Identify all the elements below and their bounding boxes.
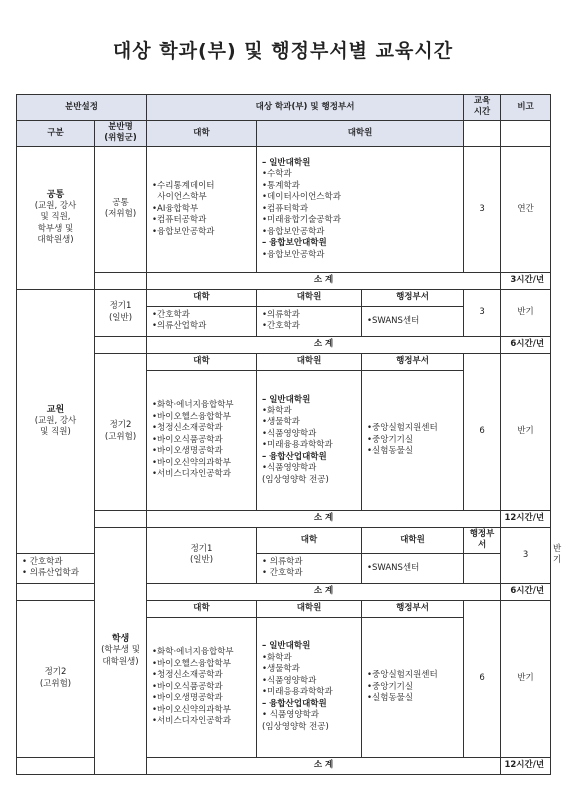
hours-value: 3 <box>464 289 501 336</box>
college-list <box>17 553 95 583</box>
subtotal-value: 3시간/년 <box>501 272 551 289</box>
class-name: 공통 (저위험) <box>95 146 147 272</box>
list-item: •화학과 <box>262 405 292 416</box>
category-desc: (교원, 강사 및 직원) <box>34 415 77 438</box>
list-item: •화학과 <box>262 652 292 663</box>
grad-ind-title: – 융합산업대학원 <box>262 698 327 709</box>
grad-list <box>257 370 362 510</box>
hours-value: 3 <box>464 146 501 272</box>
header-class-name: 분반명 (위험군) <box>95 120 147 146</box>
grad-general-title: – 일반대학원 <box>262 394 311 405</box>
list-item: •바이오식품공학과 <box>152 681 223 692</box>
list-item: •실험동물실 <box>367 693 414 704</box>
subtotal-label: 소 계 <box>147 336 501 353</box>
grad-conv-title: – 융합보안대학원 <box>262 238 327 249</box>
grad-list <box>257 306 362 336</box>
list-item: • 간호학과 <box>22 556 63 567</box>
education-hours-table: 분반설정 대상 학과(부) 및 행정부서 교육 시간 비고 구분 분반명 (위험군) 대학 대학원 공통 (교원, 강사 및 직원, 학부생 및 대학원생) 공통 (저위험) •수리통계데이터 사이언스학부 •AI융합학부 •컴퓨터공학과 •융합보안공학과 – 일반대학원 •수학과 •통계학과 •데이터사이언스학과 •컴퓨터학과 •미래융합기술공학과 •융합보안공학과 – 융합보안대학원 •융합보안공학과 3 연간 소 계 3시간/년 교원 (교원, 강사 및 직원) 정기1 (일반) 대학 대학원 행정부서 3 반기 •간호학과 •의류산업학과 •의류학과 •간호학과 •SWANS센터 소 계 6시간/년 정기2 (고위험) 대학 대학원 행정부서 6 반기 •화학·에너지융합학부 •바이오헬스융합학부 •청정신소재공학과 •바이오식품공학과 •바이오생명공학과 •바이오신약의과학부 •서비스디자인공학과 – 일반대학원 •화학과 •생물학과 •식품영양학과 •미래융용과학학과 – 융합산업대학원 •식품영양학과 (임상영양학 전공) •중앙실험지원센터 •중앙기기실 •실험동물실 소 계 12시간/년 학생 (학부생 및 대학원생) 정기1 (일반) 대학 대학원 행정부서 3 반기 • 간호학과 • 의류산업학과 • 의류학과 • 간호학과 •SWANS센터 소 계 6시간/년 정기2 (고위험) 대학 대학원 행정부서 6 반기 •화학·에너지융합학부 •바이오헬스융합학부 •청정신소재공학과 •바이오식품공학과 •바이오생명공학과 •바이오신약의과학부 •서비스디자인공학과 – 일반대학원 •화학과 •생물학과 •식품영양학과 •미래응용과학학과 – 융합산업대학원 • 식품영양학과 (임상영양학 전공) •중앙실험지원센터 •중앙기기실 •실험동물실 소 계 12시간/년 <box>16 94 551 775</box>
header-college: 대학 <box>147 120 257 146</box>
list-item: •AI융합학부 <box>152 203 199 214</box>
class-name: 정기2 (고위험) <box>17 600 95 757</box>
class-name: 정기1 (일반) <box>147 527 257 583</box>
note-value: 연간 <box>501 146 551 272</box>
subtotal-label: 소 계 <box>147 510 501 527</box>
hours-value: 3 <box>501 527 551 583</box>
col-grad: 대학원 <box>257 600 362 617</box>
college-list <box>147 370 257 510</box>
list-item: •중앙기기실 <box>367 681 414 692</box>
col-college: 대학 <box>147 600 257 617</box>
list-item: •간호학과 <box>152 309 190 320</box>
grad-list <box>257 553 362 583</box>
list-item: •서비스디자인공학과 <box>152 715 231 726</box>
list-item: •바이오신약의과학부 <box>152 704 231 715</box>
college-list <box>147 146 257 272</box>
class-name: 정기2 (고위험) <box>95 353 147 510</box>
list-item: •의류학과 <box>262 309 300 320</box>
list-item: •융합보안공학과 <box>152 226 215 237</box>
list-item: •융합보안공학과 <box>262 226 325 237</box>
class-name: 정기1 (일반) <box>95 289 147 336</box>
grad-list <box>257 146 464 272</box>
list-item: • 식품영양학과 <box>262 710 319 721</box>
subtotal-value: 6시간/년 <box>501 583 551 600</box>
note-value: 반기 <box>501 353 551 510</box>
category-student <box>95 527 147 774</box>
col-college: 대학 <box>147 289 257 306</box>
list-item: •식품영양학과 <box>262 428 317 439</box>
admin-list <box>362 617 464 757</box>
header-grad: 대학원 <box>257 120 464 146</box>
header-group-setting: 분반설정 <box>17 95 147 121</box>
list-item: •바이오신약의과학부 <box>152 457 231 468</box>
header-category: 구분 <box>17 120 95 146</box>
subtotal-value: 12시간/년 <box>501 510 551 527</box>
list-item: •청정신소재공학과 <box>152 423 223 434</box>
hours-value: 6 <box>464 353 501 510</box>
subtotal-value: 12시간/년 <box>501 757 551 774</box>
subtotal-label: 소 계 <box>147 583 501 600</box>
list-item: •식품영양학과 <box>262 675 317 686</box>
list-item: •데이터사이언스학과 <box>262 192 341 203</box>
list-item: •융합보안공학과 <box>262 249 325 260</box>
category-faculty <box>17 289 95 553</box>
col-admin: 행정부서 <box>362 600 464 617</box>
admin-list: •SWANS센터 <box>362 553 464 583</box>
category-title: 학생 <box>111 634 130 645</box>
col-grad: 대학원 <box>362 527 464 553</box>
category-desc: (교원, 강사 및 직원, 학부생 및 대학원생) <box>34 201 77 246</box>
list-item: •중앙실험지원센터 <box>367 670 438 681</box>
list-item: •수리통계데이터 사이언스학부 <box>152 180 215 203</box>
list-item: •간호학과 <box>262 321 300 332</box>
category-title: 교원 <box>46 404 65 415</box>
subtotal-label: 소 계 <box>147 272 501 289</box>
list-item: • 의류산업학과 <box>22 568 79 579</box>
subtotal-value: 6시간/년 <box>501 336 551 353</box>
list-item: •미래융합기술공학과 <box>262 215 341 226</box>
header-note: 비고 <box>501 95 551 121</box>
hours-value: 6 <box>464 600 501 757</box>
grad-general-title: – 일반대학원 <box>262 641 311 652</box>
college-list <box>147 306 257 336</box>
list-item: •미래융용과학학과 <box>262 440 333 451</box>
list-item: •의류산업학과 <box>152 321 207 332</box>
col-admin: 행정부서 <box>362 353 464 370</box>
list-item: •미래응용과학학과 <box>262 687 333 698</box>
grad-list <box>257 617 362 757</box>
list-item: • 의류학과 <box>262 556 303 567</box>
list-item: •화학·에너지융합학부 <box>152 647 234 658</box>
college-list <box>147 617 257 757</box>
list-item: (임상영양학 전공) <box>262 721 329 732</box>
col-grad: 대학원 <box>257 353 362 370</box>
col-college: 대학 <box>147 353 257 370</box>
page-title: 대상 학과(부) 및 행정부서별 교육시간 <box>112 40 454 62</box>
admin-list <box>362 370 464 510</box>
list-item: •실험동물실 <box>367 446 414 457</box>
list-item: •화학·에너지융합학부 <box>152 400 234 411</box>
grad-general-title: – 일반대학원 <box>262 157 311 168</box>
list-item: •서비스디자인공학과 <box>152 469 231 480</box>
grad-ind-title: – 융합산업대학원 <box>262 451 327 462</box>
list-item: •바이오헬스융합학부 <box>152 658 231 669</box>
list-item: •바이오생명공학과 <box>152 446 223 457</box>
list-item: •수학과 <box>262 169 292 180</box>
col-admin: 행정부서 <box>464 527 501 553</box>
col-admin: 행정부서 <box>362 289 464 306</box>
note-value: 반기 <box>501 600 551 757</box>
list-item: •식품영양학과 <box>262 463 317 474</box>
list-item: •생물학과 <box>262 664 300 675</box>
header-target: 대상 학과(부) 및 행정부서 <box>147 95 464 121</box>
list-item: •컴퓨터학과 <box>262 203 309 214</box>
col-college: 대학 <box>257 527 362 553</box>
list-item: •바이오생명공학과 <box>152 693 223 704</box>
category-desc: (학부생 및 대학원생) <box>101 645 140 667</box>
list-item: (임상영양학 전공) <box>262 474 329 485</box>
list-item: •통계학과 <box>262 180 300 191</box>
category-common <box>17 146 95 289</box>
subtotal-label: 소 계 <box>147 757 501 774</box>
admin-list: •SWANS센터 <box>362 306 464 336</box>
list-item: •바이오식품공학과 <box>152 434 223 445</box>
list-item: •중앙실험지원센터 <box>367 423 438 434</box>
list-item: •중앙기기실 <box>367 434 414 445</box>
list-item: • 간호학과 <box>262 568 303 579</box>
note-value: 반기 <box>501 289 551 336</box>
header-hours: 교육 시간 <box>464 95 501 121</box>
list-item: •바이오헬스융합학부 <box>152 411 231 422</box>
list-item: •컴퓨터공학과 <box>152 215 207 226</box>
list-item: •생물학과 <box>262 417 300 428</box>
category-title: 공통 <box>46 189 65 200</box>
col-grad: 대학원 <box>257 289 362 306</box>
list-item: •청정신소재공학과 <box>152 670 223 681</box>
